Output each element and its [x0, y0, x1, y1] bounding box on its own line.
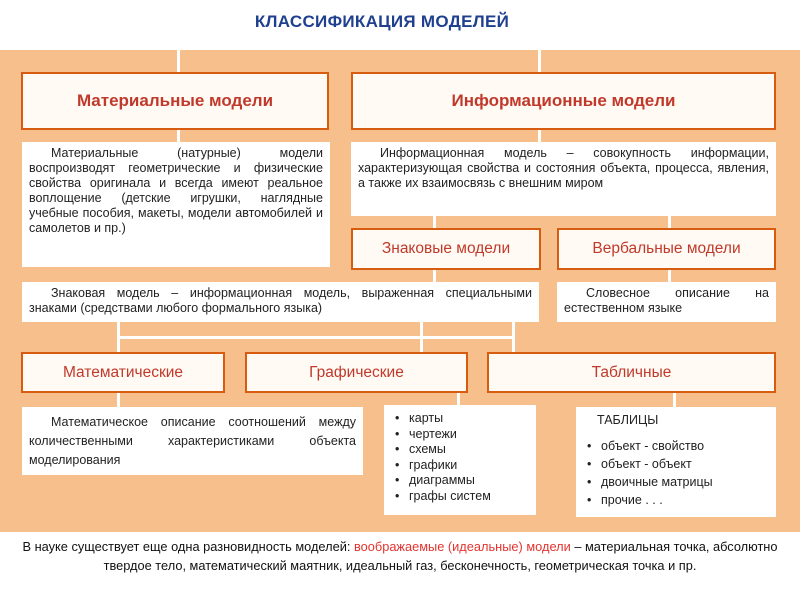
- tabular-models-title: Табличные: [591, 363, 672, 381]
- information-models-description: [351, 142, 776, 216]
- information-models-header: [351, 72, 776, 130]
- material-models-header: [21, 72, 329, 130]
- information-models-text: Информационная модель – совокупность информации, характеризующая свойства и состояния объекта, процесса, явления, а также их взаимосвязь с внешним миром: [358, 146, 769, 190]
- connector-line: [420, 322, 423, 352]
- mathematical-models-header: [21, 352, 225, 393]
- connector-line: [668, 270, 671, 282]
- list-item: • объект - объект: [587, 455, 769, 473]
- tables-label: ТАБЛИЦЫ: [597, 413, 659, 427]
- tabular-models-list: [576, 407, 776, 517]
- connector-line: [117, 393, 120, 407]
- material-models-text: Материальные (натурные) модели воспроизводят геометрические и физические свойства оригинала и всегда имеют реальное воплощение (детские игрушки, наглядные учебные пособия, макеты, модели автомобилей и самолетов и пр.): [29, 146, 323, 235]
- list-item: • диаграммы: [395, 473, 529, 489]
- graphic-models-list: [384, 405, 536, 515]
- connector-line: [673, 393, 676, 407]
- connector-line: [668, 216, 671, 228]
- list-item: • чертежи: [395, 427, 529, 443]
- footer-text-after: – материальная точка, абсолютно твердое тело, математический маятник, идеальный газ, бесконечность, геометрическая точка и пр.: [103, 539, 778, 573]
- sign-models-text: Знаковая модель – информационная модель, выраженная специальными знаками (средствами любого формального языка): [29, 286, 532, 315]
- sign-models-title: Знаковые модели: [381, 240, 511, 257]
- mathematical-models-description: [22, 407, 363, 475]
- connector-line: [433, 270, 436, 282]
- connector-line: [177, 50, 180, 72]
- verbal-models-text: Словесное описание на естественном языке: [564, 286, 769, 315]
- page-title: КЛАССИФИКАЦИЯ МОДЕЛЕЙ: [254, 12, 510, 31]
- graphic-models-header: [245, 352, 468, 393]
- list-item: • схемы: [395, 442, 529, 458]
- connector-line: [177, 130, 180, 142]
- sign-models-header: [351, 228, 541, 270]
- list-item: • прочие . . .: [587, 491, 769, 509]
- list-item: • графики: [395, 458, 529, 474]
- connector-line: [538, 50, 541, 72]
- material-models-title: Материальные модели: [76, 91, 274, 110]
- connector-line: [117, 336, 514, 339]
- verbal-models-title: Вербальные модели: [592, 240, 741, 257]
- list-item: • графы систем: [395, 489, 529, 505]
- information-models-title: Информационные модели: [451, 91, 676, 110]
- mathematical-models-title: Математические: [62, 363, 184, 381]
- list-item: • объект - свойство: [587, 437, 769, 455]
- footer-note: [0, 537, 800, 575]
- verbal-models-description: [557, 282, 776, 322]
- list-item: • карты: [395, 411, 529, 427]
- connector-line: [457, 393, 460, 405]
- graphic-models-title: Графические: [309, 363, 404, 381]
- connector-line: [512, 322, 515, 352]
- connector-line: [538, 130, 541, 142]
- verbal-models-header: [557, 228, 776, 270]
- footer-text-before: В науке существует еще одна разновидность моделей:: [22, 539, 354, 554]
- connector-line: [433, 216, 436, 228]
- material-models-description: [22, 142, 330, 267]
- list-item: • двоичные матрицы: [587, 473, 769, 491]
- mathematical-models-text: Математическое описание соотношений между количественными характеристиками объекта моделирования: [29, 415, 356, 467]
- sign-models-description: [22, 282, 539, 322]
- footer-highlight: воображаемые (идеальные) модели: [353, 539, 571, 554]
- tabular-models-header: [487, 352, 776, 393]
